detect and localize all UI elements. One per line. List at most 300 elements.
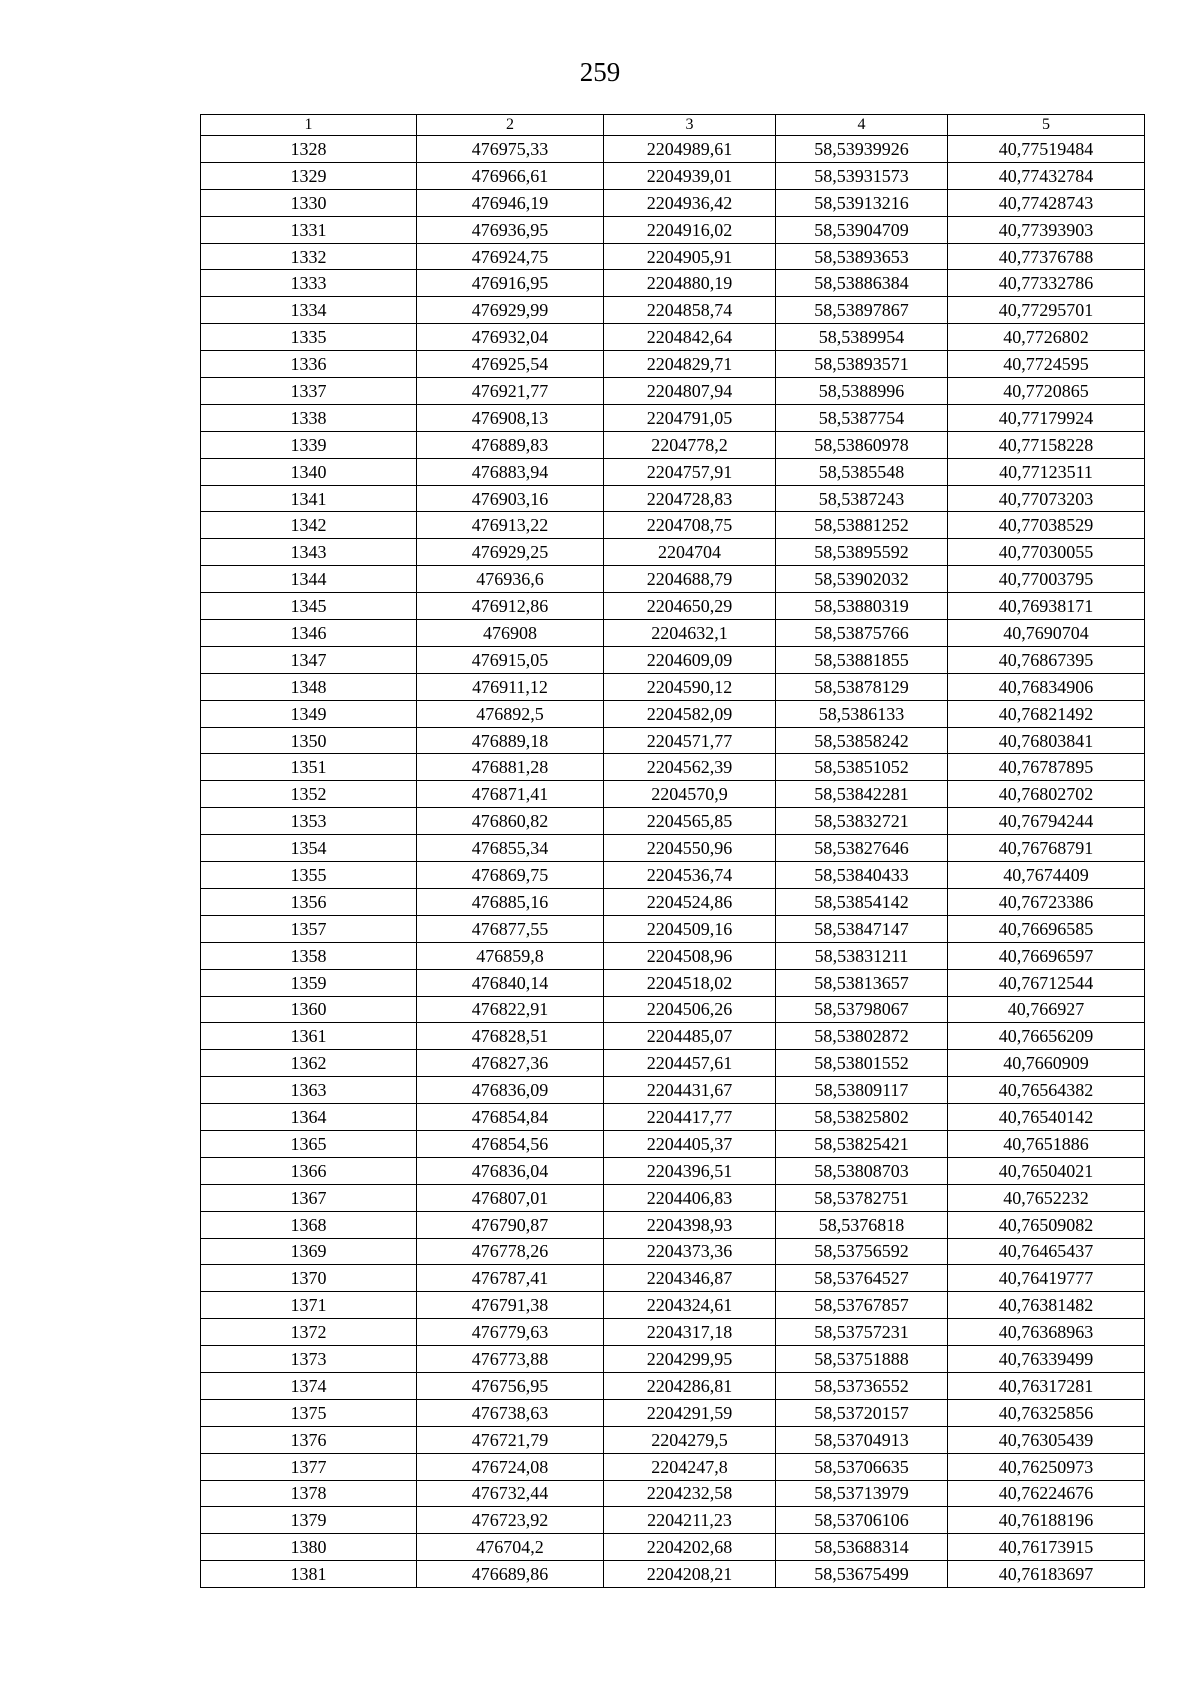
table-cell-col-1: 1331: [201, 216, 417, 243]
table-cell-col-4: 58,5389954: [776, 324, 948, 351]
table-cell-col-1: 1366: [201, 1157, 417, 1184]
table-row: [201, 673, 1145, 700]
table-cell-col-4: 58,53802872: [776, 1023, 948, 1050]
table-cell-col-5: 40,76696597: [948, 942, 1145, 969]
table-cell-col-3: 2204317,18: [604, 1319, 776, 1346]
table-cell-col-4: 58,53875766: [776, 620, 948, 647]
table-cell-col-5: 40,76802702: [948, 781, 1145, 808]
table-row: [201, 162, 1145, 189]
table-cell-col-1: 1348: [201, 673, 417, 700]
table-cell-col-3: 2204582,09: [604, 700, 776, 727]
table-cell-col-2: 476889,18: [417, 727, 604, 754]
table-cell-col-4: 58,5387754: [776, 404, 948, 431]
table-cell-col-3: 2204829,71: [604, 351, 776, 378]
table-cell-col-1: 1373: [201, 1346, 417, 1373]
table-cell-col-2: 476732,44: [417, 1480, 604, 1507]
table-cell-col-1: 1352: [201, 781, 417, 808]
table-cell-col-2: 476791,38: [417, 1292, 604, 1319]
table-cell-col-3: 2204431,67: [604, 1077, 776, 1104]
table-row: [201, 1319, 1145, 1346]
table-row: [201, 593, 1145, 620]
table-cell-col-1: 1369: [201, 1238, 417, 1265]
table-cell-col-3: 2204485,07: [604, 1023, 776, 1050]
table-cell-col-1: 1347: [201, 646, 417, 673]
table-cell-col-4: 58,53858242: [776, 727, 948, 754]
table-cell-col-2: 476721,79: [417, 1426, 604, 1453]
table-cell-col-5: 40,76564382: [948, 1077, 1145, 1104]
table-cell-col-1: 1339: [201, 431, 417, 458]
table-cell-col-3: 2204211,23: [604, 1507, 776, 1534]
table-cell-col-1: 1342: [201, 512, 417, 539]
table-cell-col-5: 40,7690704: [948, 620, 1145, 647]
table-cell-col-3: 2204562,39: [604, 754, 776, 781]
column-header-5: 5: [948, 115, 1145, 136]
table-row: [201, 1453, 1145, 1480]
table-cell-col-4: 58,53880319: [776, 593, 948, 620]
table-cell-col-2: 476704,2: [417, 1534, 604, 1561]
table-row: [201, 1077, 1145, 1104]
table-cell-col-2: 476903,16: [417, 485, 604, 512]
table-cell-col-1: 1374: [201, 1372, 417, 1399]
table-cell-col-2: 476836,04: [417, 1157, 604, 1184]
table-row: [201, 969, 1145, 996]
table-cell-col-5: 40,76834906: [948, 673, 1145, 700]
table-cell-col-1: 1354: [201, 835, 417, 862]
table-row: [201, 888, 1145, 915]
table-row: [201, 243, 1145, 270]
table-cell-col-5: 40,766927: [948, 996, 1145, 1023]
table-cell-col-3: 2204536,74: [604, 862, 776, 889]
table-cell-col-5: 40,7720865: [948, 378, 1145, 405]
table-cell-col-2: 476871,41: [417, 781, 604, 808]
table-cell-col-3: 2204550,96: [604, 835, 776, 862]
table-cell-col-3: 2204524,86: [604, 888, 776, 915]
table-cell-col-4: 58,53720157: [776, 1399, 948, 1426]
table-cell-col-5: 40,76938171: [948, 593, 1145, 620]
table-cell-col-5: 40,76787895: [948, 754, 1145, 781]
table-cell-col-5: 40,77030055: [948, 539, 1145, 566]
table-cell-col-5: 40,76173915: [948, 1534, 1145, 1561]
table-row: [201, 1157, 1145, 1184]
table-cell-col-2: 476936,6: [417, 566, 604, 593]
table-cell-col-2: 476840,14: [417, 969, 604, 996]
table-cell-col-4: 58,53931573: [776, 162, 948, 189]
table-cell-col-2: 476778,26: [417, 1238, 604, 1265]
table-cell-col-1: 1343: [201, 539, 417, 566]
table-cell-col-3: 2204704: [604, 539, 776, 566]
table-cell-col-3: 2204778,2: [604, 431, 776, 458]
table-cell-col-4: 58,53832721: [776, 808, 948, 835]
table-cell-col-2: 476915,05: [417, 646, 604, 673]
table-cell-col-4: 58,53801552: [776, 1050, 948, 1077]
table-cell-col-2: 476975,33: [417, 136, 604, 163]
table-cell-col-5: 40,76867395: [948, 646, 1145, 673]
table-cell-col-4: 58,53847147: [776, 915, 948, 942]
table-cell-col-5: 40,76339499: [948, 1346, 1145, 1373]
table-cell-col-5: 40,76656209: [948, 1023, 1145, 1050]
table-row: [201, 1130, 1145, 1157]
table-row: [201, 620, 1145, 647]
table-cell-col-3: 2204989,61: [604, 136, 776, 163]
table-cell-col-3: 2204417,77: [604, 1104, 776, 1131]
table-cell-col-1: 1379: [201, 1507, 417, 1534]
table-cell-col-5: 40,77332786: [948, 270, 1145, 297]
table-cell-col-1: 1345: [201, 593, 417, 620]
table-cell-col-5: 40,76317281: [948, 1372, 1145, 1399]
table-cell-col-5: 40,76419777: [948, 1265, 1145, 1292]
table-cell-col-3: 2204708,75: [604, 512, 776, 539]
table-cell-col-2: 476911,12: [417, 673, 604, 700]
table-cell-col-4: 58,53831211: [776, 942, 948, 969]
table-cell-col-3: 2204728,83: [604, 485, 776, 512]
table-cell-col-5: 40,76794244: [948, 808, 1145, 835]
table-cell-col-3: 2204650,29: [604, 593, 776, 620]
table-cell-col-2: 476756,95: [417, 1372, 604, 1399]
table-cell-col-1: 1359: [201, 969, 417, 996]
table-cell-col-1: 1346: [201, 620, 417, 647]
table-row: [201, 1238, 1145, 1265]
table-cell-col-1: 1338: [201, 404, 417, 431]
table-cell-col-1: 1355: [201, 862, 417, 889]
table-cell-col-2: 476908: [417, 620, 604, 647]
table-cell-col-2: 476912,86: [417, 593, 604, 620]
table-row: [201, 270, 1145, 297]
table-cell-col-2: 476966,61: [417, 162, 604, 189]
table-cell-col-2: 476822,91: [417, 996, 604, 1023]
table-cell-col-1: 1353: [201, 808, 417, 835]
table-row: [201, 1104, 1145, 1131]
table-cell-col-5: 40,77376788: [948, 243, 1145, 270]
table-cell-col-2: 476936,95: [417, 216, 604, 243]
table-cell-col-3: 2204858,74: [604, 297, 776, 324]
table-cell-col-3: 2204457,61: [604, 1050, 776, 1077]
table-row: [201, 996, 1145, 1023]
table-cell-col-4: 58,53902032: [776, 566, 948, 593]
table-cell-col-3: 2204632,1: [604, 620, 776, 647]
table-cell-col-2: 476773,88: [417, 1346, 604, 1373]
table-cell-col-3: 2204286,81: [604, 1372, 776, 1399]
table-cell-col-4: 58,53736552: [776, 1372, 948, 1399]
table-row: [201, 485, 1145, 512]
table-cell-col-4: 58,53881252: [776, 512, 948, 539]
table-cell-col-3: 2204247,8: [604, 1453, 776, 1480]
table-row: [201, 378, 1145, 405]
table-row: [201, 1292, 1145, 1319]
table-cell-col-1: 1337: [201, 378, 417, 405]
table-row: [201, 1480, 1145, 1507]
table-cell-col-1: 1365: [201, 1130, 417, 1157]
table-cell-col-3: 2204518,02: [604, 969, 776, 996]
table-row: [201, 808, 1145, 835]
table-cell-col-2: 476807,01: [417, 1184, 604, 1211]
table-cell-col-1: 1329: [201, 162, 417, 189]
table-cell-col-2: 476854,84: [417, 1104, 604, 1131]
table-cell-col-2: 476787,41: [417, 1265, 604, 1292]
table-cell-col-1: 1361: [201, 1023, 417, 1050]
table-row: [201, 431, 1145, 458]
table-row: [201, 189, 1145, 216]
table-cell-col-4: 58,53881855: [776, 646, 948, 673]
table-cell-col-2: 476854,56: [417, 1130, 604, 1157]
table-row: [201, 1346, 1145, 1373]
table-row: [201, 566, 1145, 593]
table-cell-col-2: 476827,36: [417, 1050, 604, 1077]
table-cell-col-2: 476877,55: [417, 915, 604, 942]
table-cell-col-5: 40,77003795: [948, 566, 1145, 593]
table-cell-col-5: 40,77123511: [948, 458, 1145, 485]
table-row: [201, 297, 1145, 324]
table-cell-col-4: 58,53825802: [776, 1104, 948, 1131]
table-cell-col-2: 476908,13: [417, 404, 604, 431]
table-cell-col-2: 476860,82: [417, 808, 604, 835]
table-cell-col-1: 1344: [201, 566, 417, 593]
table-cell-col-1: 1360: [201, 996, 417, 1023]
table-cell-col-3: 2204509,16: [604, 915, 776, 942]
table-cell-col-1: 1380: [201, 1534, 417, 1561]
table-cell-col-3: 2204208,21: [604, 1561, 776, 1588]
table-cell-col-4: 58,53854142: [776, 888, 948, 915]
table-cell-col-1: 1332: [201, 243, 417, 270]
table-cell-col-1: 1378: [201, 1480, 417, 1507]
table-cell-col-5: 40,76325856: [948, 1399, 1145, 1426]
table-cell-col-2: 476836,09: [417, 1077, 604, 1104]
table-cell-col-4: 58,53756592: [776, 1238, 948, 1265]
table-cell-col-4: 58,53860978: [776, 431, 948, 458]
table-cell-col-5: 40,76768791: [948, 835, 1145, 862]
column-header-4: 4: [776, 115, 948, 136]
table-cell-col-4: 58,53827646: [776, 835, 948, 862]
table-row: [201, 1399, 1145, 1426]
table-cell-col-1: 1336: [201, 351, 417, 378]
table-cell-col-2: 476889,83: [417, 431, 604, 458]
table-cell-col-2: 476925,54: [417, 351, 604, 378]
table-cell-col-5: 40,77073203: [948, 485, 1145, 512]
table-cell-col-3: 2204565,85: [604, 808, 776, 835]
table-cell-col-5: 40,7724595: [948, 351, 1145, 378]
table-cell-col-4: 58,5386133: [776, 700, 948, 727]
table-cell-col-4: 58,53764527: [776, 1265, 948, 1292]
table-cell-col-2: 476885,16: [417, 888, 604, 915]
table-header: [201, 115, 1145, 136]
table-cell-col-5: 40,7652232: [948, 1184, 1145, 1211]
table-cell-col-4: 58,53751888: [776, 1346, 948, 1373]
table-cell-col-3: 2204916,02: [604, 216, 776, 243]
table-cell-col-5: 40,76540142: [948, 1104, 1145, 1131]
table-row: [201, 835, 1145, 862]
table-cell-col-3: 2204609,09: [604, 646, 776, 673]
table-cell-col-4: 58,5385548: [776, 458, 948, 485]
table-cell-col-5: 40,76250973: [948, 1453, 1145, 1480]
table-cell-col-1: 1333: [201, 270, 417, 297]
table-cell-col-1: 1351: [201, 754, 417, 781]
table-cell-col-4: 58,53713979: [776, 1480, 948, 1507]
table-cell-col-4: 58,53825421: [776, 1130, 948, 1157]
table-cell-col-4: 58,53706635: [776, 1453, 948, 1480]
table-cell-col-3: 2204406,83: [604, 1184, 776, 1211]
table-cell-col-1: 1381: [201, 1561, 417, 1588]
page-number: 259: [579, 57, 621, 87]
table-cell-col-4: 58,53675499: [776, 1561, 948, 1588]
table-cell-col-3: 2204279,5: [604, 1426, 776, 1453]
table-cell-col-1: 1370: [201, 1265, 417, 1292]
table-cell-col-4: 58,53809117: [776, 1077, 948, 1104]
table-cell-col-1: 1375: [201, 1399, 417, 1426]
table-cell-col-4: 58,53704913: [776, 1426, 948, 1453]
table-row: [201, 512, 1145, 539]
table-cell-col-1: 1334: [201, 297, 417, 324]
table-cell-col-2: 476828,51: [417, 1023, 604, 1050]
table-cell-col-3: 2204508,96: [604, 942, 776, 969]
table-cell-col-2: 476892,5: [417, 700, 604, 727]
table-cell-col-2: 476883,94: [417, 458, 604, 485]
table-cell-col-2: 476738,63: [417, 1399, 604, 1426]
table-cell-col-1: 1349: [201, 700, 417, 727]
table-cell-col-4: 58,53782751: [776, 1184, 948, 1211]
table-row: [201, 1426, 1145, 1453]
table-cell-col-1: 1362: [201, 1050, 417, 1077]
table-cell-col-1: 1350: [201, 727, 417, 754]
table-cell-col-4: 58,53798067: [776, 996, 948, 1023]
table-cell-col-1: 1340: [201, 458, 417, 485]
table-cell-col-5: 40,7660909: [948, 1050, 1145, 1077]
column-header-3: 3: [604, 115, 776, 136]
table-cell-col-3: 2204202,68: [604, 1534, 776, 1561]
column-header-2: 2: [417, 115, 604, 136]
table-cell-col-4: 58,53878129: [776, 673, 948, 700]
table-cell-col-3: 2204570,9: [604, 781, 776, 808]
table-cell-col-3: 2204939,01: [604, 162, 776, 189]
table-cell-col-4: 58,53840433: [776, 862, 948, 889]
table-cell-col-2: 476932,04: [417, 324, 604, 351]
table-cell-col-5: 40,76183697: [948, 1561, 1145, 1588]
table-cell-col-5: 40,7651886: [948, 1130, 1145, 1157]
table-cell-col-3: 2204396,51: [604, 1157, 776, 1184]
table-row: [201, 646, 1145, 673]
table-cell-col-5: 40,76224676: [948, 1480, 1145, 1507]
table-cell-col-3: 2204373,36: [604, 1238, 776, 1265]
table-cell-col-4: 58,53886384: [776, 270, 948, 297]
table-cell-col-3: 2204880,19: [604, 270, 776, 297]
table-cell-col-4: 58,53706106: [776, 1507, 948, 1534]
table-cell-col-4: 58,53893571: [776, 351, 948, 378]
table-cell-col-3: 2204405,37: [604, 1130, 776, 1157]
table-cell-col-2: 476723,92: [417, 1507, 604, 1534]
table-cell-col-5: 40,77428743: [948, 189, 1145, 216]
table-cell-col-2: 476790,87: [417, 1211, 604, 1238]
table-row: [201, 862, 1145, 889]
table-cell-col-1: 1358: [201, 942, 417, 969]
column-header-1: 1: [201, 115, 417, 136]
table-cell-col-1: 1357: [201, 915, 417, 942]
table-cell-col-5: 40,76465437: [948, 1238, 1145, 1265]
table-row: [201, 539, 1145, 566]
table-cell-col-5: 40,76188196: [948, 1507, 1145, 1534]
table-cell-col-5: 40,77295701: [948, 297, 1145, 324]
table-cell-col-5: 40,76305439: [948, 1426, 1145, 1453]
table-cell-col-5: 40,7674409: [948, 862, 1145, 889]
table-cell-col-2: 476689,86: [417, 1561, 604, 1588]
table-cell-col-4: 58,53939926: [776, 136, 948, 163]
table-cell-col-5: 40,77432784: [948, 162, 1145, 189]
table-cell-col-3: 2204324,61: [604, 1292, 776, 1319]
table-cell-col-5: 40,76504021: [948, 1157, 1145, 1184]
table-cell-col-4: 58,53904709: [776, 216, 948, 243]
table-cell-col-4: 58,53895592: [776, 539, 948, 566]
table-cell-col-1: 1372: [201, 1319, 417, 1346]
table-cell-col-3: 2204590,12: [604, 673, 776, 700]
table-cell-col-3: 2204757,91: [604, 458, 776, 485]
table-cell-col-1: 1356: [201, 888, 417, 915]
table-cell-col-4: 58,53757231: [776, 1319, 948, 1346]
table-cell-col-5: 40,77393903: [948, 216, 1145, 243]
table-cell-col-3: 2204791,05: [604, 404, 776, 431]
table-cell-col-1: 1335: [201, 324, 417, 351]
table-row: [201, 216, 1145, 243]
table-cell-col-2: 476929,99: [417, 297, 604, 324]
table-cell-col-5: 40,7726802: [948, 324, 1145, 351]
table-cell-col-2: 476924,75: [417, 243, 604, 270]
table-cell-col-2: 476859,8: [417, 942, 604, 969]
table-cell-col-4: 58,53767857: [776, 1292, 948, 1319]
table-row: [201, 324, 1145, 351]
table-cell-col-3: 2204905,91: [604, 243, 776, 270]
table-cell-col-4: 58,53851052: [776, 754, 948, 781]
table-cell-col-4: 58,5387243: [776, 485, 948, 512]
table-cell-col-5: 40,76821492: [948, 700, 1145, 727]
table-cell-col-1: 1368: [201, 1211, 417, 1238]
table-cell-col-3: 2204232,58: [604, 1480, 776, 1507]
table-cell-col-1: 1371: [201, 1292, 417, 1319]
table-cell-col-5: 40,76696585: [948, 915, 1145, 942]
table-cell-col-2: 476869,75: [417, 862, 604, 889]
table-cell-col-1: 1367: [201, 1184, 417, 1211]
table-cell-col-4: 58,53688314: [776, 1534, 948, 1561]
table-cell-col-2: 476916,95: [417, 270, 604, 297]
table-cell-col-4: 58,5388996: [776, 378, 948, 405]
table-cell-col-5: 40,76712544: [948, 969, 1145, 996]
table-row: [201, 1534, 1145, 1561]
table-row: [201, 1211, 1145, 1238]
table-cell-col-5: 40,77179924: [948, 404, 1145, 431]
table-cell-col-4: 58,53897867: [776, 297, 948, 324]
table-row: [201, 1023, 1145, 1050]
table-cell-col-1: 1376: [201, 1426, 417, 1453]
table-cell-col-4: 58,5376818: [776, 1211, 948, 1238]
table-cell-col-5: 40,76723386: [948, 888, 1145, 915]
table-cell-col-1: 1330: [201, 189, 417, 216]
table-cell-col-2: 476946,19: [417, 189, 604, 216]
table-cell-col-2: 476724,08: [417, 1453, 604, 1480]
table-cell-col-1: 1377: [201, 1453, 417, 1480]
table-cell-col-5: 40,77158228: [948, 431, 1145, 458]
table-cell-col-2: 476855,34: [417, 835, 604, 862]
table-row: [201, 1184, 1145, 1211]
table-cell-col-1: 1364: [201, 1104, 417, 1131]
table-cell-col-4: 58,53842281: [776, 781, 948, 808]
table-row: [201, 942, 1145, 969]
table-cell-col-2: 476913,22: [417, 512, 604, 539]
table-row: [201, 1265, 1145, 1292]
table-cell-col-2: 476779,63: [417, 1319, 604, 1346]
table-cell-col-3: 2204346,87: [604, 1265, 776, 1292]
table-row: [201, 1050, 1145, 1077]
table-cell-col-5: 40,76381482: [948, 1292, 1145, 1319]
table-cell-col-2: 476881,28: [417, 754, 604, 781]
table-cell-col-1: 1328: [201, 136, 417, 163]
table-cell-col-3: 2204571,77: [604, 727, 776, 754]
table-row: [201, 1372, 1145, 1399]
table-cell-col-3: 2204807,94: [604, 378, 776, 405]
